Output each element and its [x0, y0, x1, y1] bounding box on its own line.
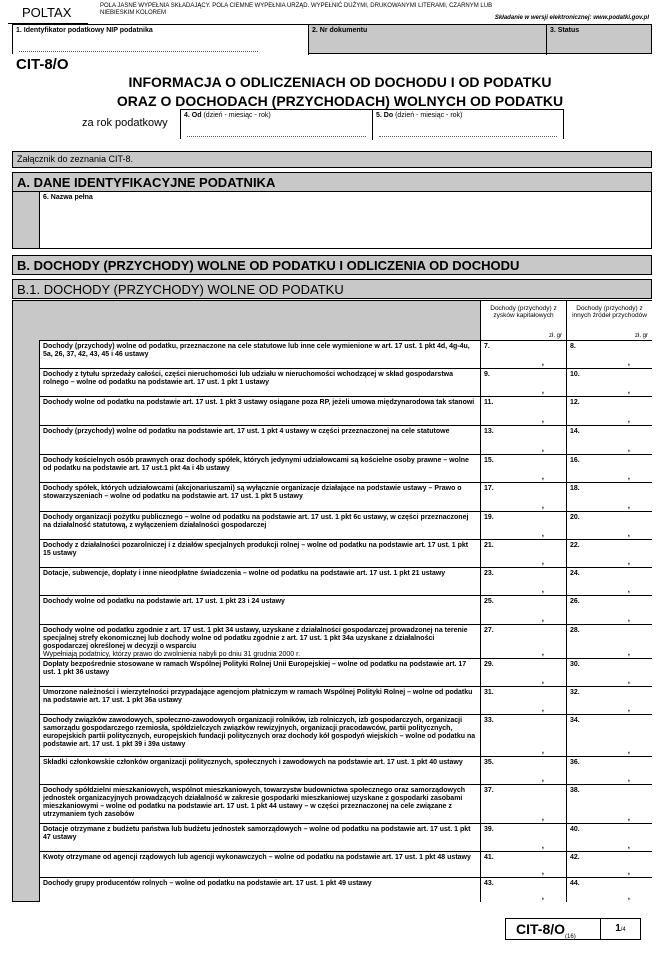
form-title — [60, 73, 620, 111]
capital-income-field[interactable] — [480, 658, 566, 686]
capital-income-field[interactable] — [480, 368, 566, 396]
row-description — [39, 425, 480, 454]
row-description — [39, 511, 480, 539]
income-table — [12, 300, 652, 902]
other-income-field[interactable] — [566, 482, 652, 511]
other-income-field[interactable] — [566, 595, 652, 624]
field-number: 41. — [484, 854, 494, 861]
other-income-field[interactable] — [566, 823, 652, 851]
field-number: 26. — [570, 598, 580, 605]
decimal-comma: , — [541, 415, 544, 424]
table-row — [39, 368, 652, 396]
field-number: 40. — [570, 826, 580, 833]
e-filing-note: Składanie w wersji elektronicznej: www.podatki.gov.pl — [494, 15, 649, 21]
table-row — [39, 340, 652, 368]
row-description-text: Dochody wolne od podatku zgodnie z art. 17 ust. 1 pkt 34 ustawy, uzyskane z działalności gospodarczej prowadzonej na terenie specjalnej strefy ekonomicznej lub dochody wolne od podatku zgodnie z art. 17 ust. 1 pkt 34a uzyskane z działalności gospodarczej określonej w decyzji o wsparciu — [43, 627, 468, 650]
decimal-comma: , — [541, 501, 544, 510]
capital-income-field[interactable] — [480, 340, 566, 368]
capital-income-field[interactable] — [480, 624, 566, 658]
row-description — [39, 340, 480, 368]
field-number: 29. — [484, 661, 494, 668]
field-number: 42. — [570, 854, 580, 861]
capital-income-field[interactable] — [480, 686, 566, 714]
period-to-hint: (dzień - miesiąc - rok) — [395, 112, 463, 119]
table-row — [39, 396, 652, 425]
capital-income-field[interactable] — [480, 511, 566, 539]
other-income-field[interactable] — [566, 686, 652, 714]
table-row — [39, 624, 652, 658]
row-description — [39, 877, 480, 902]
table-row — [39, 756, 652, 784]
row-note: Wypełniają podatnicy, którzy prawo do zwolnienia nabyli po dniu 31 grudnia 2000 r. — [43, 651, 301, 658]
period-from-label: 4. Od — [184, 112, 202, 119]
footer-version: (16) — [565, 933, 576, 940]
row-description — [39, 539, 480, 567]
decimal-comma: , — [541, 841, 544, 850]
table-row — [39, 658, 652, 686]
field-number: 7. — [484, 343, 490, 350]
decimal-comma: , — [541, 444, 544, 453]
fill-instructions: POLA JASNE WYPEŁNIA SKŁADAJĄCY. POLA CIEMNE WYPEŁNIA URZĄD. WYPEŁNIĆ DUŻYMI, DRUKOWANYMI LITERAMI, CZARNYM LUB NIEBIESKIM KOLOREM — [100, 3, 493, 16]
col-header-other — [566, 301, 652, 341]
field-number: 33. — [484, 717, 494, 724]
decimal-comma: , — [541, 472, 544, 481]
row-description-text: Dochody wolne od podatku na podstawie art. 17 ust. 1 pkt 3 ustawy osiągane poza RP, jeżeli umowa międzynarodowa tak stanowi — [43, 399, 475, 406]
status-field — [547, 25, 651, 55]
row-description-text: Umorzone należności i wierzytelności przypadające agencjom płatniczym w ramach Wspólnej Polityki Rolnej – wolne od podatku na podstawie art. 17 ust. 1 pkt 36a ustawy — [43, 689, 473, 704]
decimal-comma: , — [541, 648, 544, 657]
decimal-comma: , — [627, 614, 630, 623]
field-number: 13. — [484, 428, 494, 435]
row-description — [39, 851, 480, 877]
footer-form-code — [505, 918, 601, 940]
decimal-comma: , — [627, 841, 630, 850]
decimal-comma: , — [627, 529, 630, 538]
field-number: 19. — [484, 514, 494, 521]
row-description — [39, 567, 480, 595]
row-description — [39, 686, 480, 714]
capital-income-field[interactable] — [480, 425, 566, 454]
period-from-hint: (dzień - miesiąc - rok) — [203, 112, 271, 119]
top-fields-bar — [12, 24, 652, 54]
other-income-field[interactable] — [566, 567, 652, 595]
other-income-field[interactable] — [566, 396, 652, 425]
field-number: 38. — [570, 787, 580, 794]
page-number — [601, 918, 641, 940]
section-a-title: A. DANE IDENTYFIKACYJNE PODATNIKA — [12, 172, 652, 192]
field-number: 31. — [484, 689, 494, 696]
capital-income-field[interactable] — [480, 539, 566, 567]
field-number: 39. — [484, 826, 494, 833]
field-number: 37. — [484, 787, 494, 794]
field-number: 32. — [570, 689, 580, 696]
period-to-field[interactable] — [373, 110, 563, 140]
table-row — [39, 686, 652, 714]
field-number: 34. — [570, 717, 580, 724]
table-row — [39, 539, 652, 567]
table-row — [39, 595, 652, 624]
decimal-comma: , — [541, 813, 544, 822]
row-description-text: Składki członkowskie członków organizacji politycznych, społecznych i zawodowych na podstawie art. 17 ust. 1 pkt 40 ustawy — [43, 759, 463, 766]
col-header-capital-label: Dochody (przychody) z zysków kapitałowych — [490, 305, 557, 319]
capital-income-field[interactable] — [480, 851, 566, 877]
field-number: 24. — [570, 570, 580, 577]
row-description-text: Dochody (przychody) wolne od podatku na podstawie art. 17 ust. 1 pkt 4 ustawy w części przeznaczonej na cele statutowe — [43, 428, 450, 435]
capital-income-field[interactable] — [480, 784, 566, 823]
row-description — [39, 454, 480, 482]
row-description — [39, 482, 480, 511]
decimal-comma: , — [627, 557, 630, 566]
field-number: 8. — [570, 343, 576, 350]
decimal-comma: , — [627, 585, 630, 594]
field-number: 25. — [484, 598, 494, 605]
field-number: 35. — [484, 759, 494, 766]
field-number: 16. — [570, 457, 580, 464]
table-row — [39, 877, 652, 902]
row-description-text: Dochody z tytułu sprzedaży całości, części nieruchomości lub udziału w nieruchomości wchodzącej w skład gospodarstwa rolnego – wolne od podatku na podstawie art. 17 ust. 1 pkt 1 ustawy — [43, 371, 453, 386]
row-description-text: Dochody grupy producentów rolnych – wolne od podatku na podstawie art. 17 ust. 1 pkt 49 ustawy — [43, 880, 372, 887]
decimal-comma: , — [541, 704, 544, 713]
field-number: 21. — [484, 542, 494, 549]
row-description-text: Dochody spółdzielni mieszkaniowych, wspólnot mieszkaniowych, towarzystw budownictwa społecznego oraz samorządowych jednostek organizacyjnych prowadzących działalność w zakresie gospodarki mieszkaniowej uzyskane z gospodarki zasobami mieszkaniowymi – wolne od podatku na podstawie art. 17 ust. 1 pkt 44 ustawy – w części przeznaczonej na cele związane z utrzymaniem tych zasobów — [43, 787, 466, 818]
decimal-comma: , — [541, 358, 544, 367]
decimal-comma: , — [541, 746, 544, 755]
row-description — [39, 396, 480, 425]
field-number: 27. — [484, 627, 494, 634]
field-number: 11. — [484, 399, 494, 406]
page-current: 1 — [615, 923, 621, 934]
status-label: 3. Status — [550, 27, 580, 34]
decimal-comma: , — [541, 614, 544, 623]
period-from-field[interactable] — [181, 110, 373, 140]
row-description — [39, 714, 480, 756]
other-income-field[interactable] — [566, 368, 652, 396]
tax-period — [180, 109, 564, 139]
row-description-text: Dotacje otrzymane z budżetu państwa lub budżetu jednostek samorządowych – wolne od podatku na podstawie art. 17 ust. 1 pkt 47 ustawy — [43, 826, 471, 841]
decimal-comma: , — [627, 676, 630, 685]
row-description — [39, 595, 480, 624]
other-income-field[interactable] — [566, 877, 652, 902]
other-income-field[interactable] — [566, 624, 652, 658]
other-income-field[interactable] — [566, 340, 652, 368]
row-description-text: Dochody spółek, których udziałowcami (akcjonariuszami) są wyłącznie organizacje działające na podstawie ustawy – Prawo o stowarzyszeniach – wolne od podatku na podstawie art. 17 ust. 1 pkt 5 ustawy — [43, 485, 462, 500]
annex-note: Załącznik do zeznania CIT-8. — [12, 151, 652, 168]
row-description-text: Dochody związków zawodowych, społeczno-zawodowych organizacji rolników, izb rolniczych, izb gospodarczych, organizacji samorządu gospodarczego rzemiosła, spółdzielczych związków rewizyjnych, organizacji pracodawców, partii politycznych, europejskich partii politycznych, europejskich fundacji politycznych oraz dochody kół gospodyń wiejskich – wolne od podatku na podstawie art. 17 ust. 1 pkt 39 i 39a ustawy — [43, 717, 476, 748]
col-header-capital — [480, 301, 566, 341]
table-row — [39, 454, 652, 482]
row-description — [39, 658, 480, 686]
capital-income-field[interactable] — [480, 823, 566, 851]
field-number: 15. — [484, 457, 494, 464]
decimal-comma: , — [541, 529, 544, 538]
form-title-line-1: INFORMACJA O ODLICZENIACH OD DOCHODU I OD PODATKU — [128, 74, 552, 90]
field-number: 44. — [570, 880, 580, 887]
decimal-comma: , — [627, 746, 630, 755]
other-income-field[interactable] — [566, 658, 652, 686]
currency-label: zł. gr — [634, 333, 648, 339]
field-number: 43. — [484, 880, 494, 887]
capital-income-field[interactable] — [480, 482, 566, 511]
row-description — [39, 784, 480, 823]
field-number: 20. — [570, 514, 580, 521]
decimal-comma: , — [627, 867, 630, 876]
field-number: 12. — [570, 399, 580, 406]
section-b-title: B. DOCHODY (PRZYCHODY) WOLNE OD PODATKU I ODLICZENIA OD DOCHODU — [12, 255, 652, 275]
period-to-label: 5. Do — [376, 112, 394, 119]
table-row — [39, 511, 652, 539]
decimal-comma: , — [627, 813, 630, 822]
col-header-other-label: Dochody (przychody) z innych źródeł przychodów — [572, 305, 647, 319]
table-column-headers — [480, 301, 652, 341]
decimal-comma: , — [627, 704, 630, 713]
row-description — [39, 368, 480, 396]
row-description-text: Dochody wolne od podatku na podstawie art. 17 ust. 1 pkt 23 i 24 ustawy — [43, 598, 285, 605]
row-description-text: Dochody (przychody) wolne od podatku, przeznaczone na cele statutowe lub inne cele wymienione w art. 17 ust. 1 pkt 4d, 4g-4u, 5a, 26, 37, 42, 43, 45 i 46 ustawy — [43, 343, 470, 358]
decimal-comma: , — [541, 557, 544, 566]
row-description-text: Kwoty otrzymane od agencji rządowych lub agencji wykonawczych – wolne od podatku na podstawie art. 17 ust. 1 pkt 48 ustawy — [43, 854, 471, 861]
row-description — [39, 823, 480, 851]
field-number: 30. — [570, 661, 580, 668]
decimal-comma: , — [541, 676, 544, 685]
field-number: 28. — [570, 627, 580, 634]
field-number: 18. — [570, 485, 580, 492]
doc-number-field — [309, 25, 547, 55]
decimal-comma: , — [541, 774, 544, 783]
table-row — [39, 567, 652, 595]
table-row — [39, 851, 652, 877]
row-description-text: Dochody kościelnych osób prawnych oraz dochody spółek, których jedynymi udziałowcami są kościelne osoby prawne – wolne od podatku na podstawie art. 17 ust.1 pkt 4a i 4b ustawy — [43, 457, 469, 472]
row-description — [39, 756, 480, 784]
table-row — [39, 482, 652, 511]
other-income-field[interactable] — [566, 851, 652, 877]
poltax-brand: POLTAX — [8, 2, 88, 24]
other-income-field[interactable] — [566, 511, 652, 539]
row-description-text: Dochody z działalności pozarolniczej i z działów specjalnych produkcji rolnej – wolne od podatku na podstawie art. 17 ust. 1 pkt 15 ustawy — [43, 542, 469, 557]
other-income-field[interactable] — [566, 425, 652, 454]
table-row — [39, 714, 652, 756]
decimal-comma: , — [627, 648, 630, 657]
decimal-comma: , — [627, 444, 630, 453]
capital-income-field[interactable] — [480, 396, 566, 425]
footer-code-text: CIT-8/O — [516, 921, 566, 937]
table-row — [39, 425, 652, 454]
section-a-area — [12, 192, 652, 249]
row-description-text: Dochody organizacji pożytku publicznego – wolne od podatku na podstawie art. 17 ust. 1 pkt 6c ustawy, w części przeznaczonej na działalność statutową, z wyłączeniem działalności gospodarczej — [43, 514, 469, 529]
row-description — [39, 624, 480, 658]
form-code: CIT-8/O — [16, 56, 69, 73]
field-number: 36. — [570, 759, 580, 766]
decimal-comma: , — [627, 386, 630, 395]
field-number: 14. — [570, 428, 580, 435]
other-income-field[interactable] — [566, 539, 652, 567]
capital-income-field[interactable] — [480, 756, 566, 784]
capital-income-field[interactable] — [480, 454, 566, 482]
field-number: 22. — [570, 542, 580, 549]
other-income-field[interactable] — [566, 784, 652, 823]
field-number: 23. — [484, 570, 494, 577]
tax-year-label: za rok podatkowy — [82, 117, 168, 129]
doc-number-label: 2. Nr dokumentu — [312, 27, 368, 34]
full-name-field[interactable] — [39, 192, 651, 248]
decimal-comma: , — [541, 892, 544, 901]
decimal-comma: , — [541, 386, 544, 395]
full-name-label: 6. Nazwa pełna — [43, 194, 93, 201]
page-total: /4 — [620, 927, 626, 933]
capital-income-field[interactable] — [480, 877, 566, 902]
form-title-line-2: ORAZ O DOCHODACH (PRZYCHODACH) WOLNYCH OD PODATKU — [116, 93, 564, 109]
decimal-comma: , — [627, 358, 630, 367]
nip-label: 1. Identyfikator podatkowy NIP podatnika — [16, 27, 153, 34]
field-number: 9. — [484, 371, 490, 378]
decimal-comma: , — [627, 892, 630, 901]
table-row — [39, 823, 652, 851]
currency-label: zł. gr — [548, 333, 562, 339]
capital-income-field[interactable] — [480, 595, 566, 624]
decimal-comma: , — [541, 585, 544, 594]
capital-income-field[interactable] — [480, 714, 566, 756]
row-description-text: Dopłaty bezpośrednie stosowane w ramach Wspólnej Polityki Rolnej Unii Europejskiej – wolne od podatku na podstawie art. 17 ust. 1 pkt 36 ustawy — [43, 661, 467, 676]
decimal-comma: , — [627, 501, 630, 510]
decimal-comma: , — [627, 415, 630, 424]
other-income-field[interactable] — [566, 454, 652, 482]
row-description-text: Dotacje, subwencje, dopłaty i inne nieodpłatne świadczenia – wolne od podatku na podstawie art. 17 ust. 1 pkt 21 ustawy — [43, 570, 446, 577]
nip-field[interactable] — [13, 25, 309, 55]
section-b1-title: B.1. DOCHODY (PRZYCHODY) WOLNE OD PODATKU — [12, 279, 652, 299]
decimal-comma: , — [541, 867, 544, 876]
decimal-comma: , — [627, 774, 630, 783]
other-income-field[interactable] — [566, 714, 652, 756]
table-row — [39, 784, 652, 823]
field-number: 10. — [570, 371, 580, 378]
decimal-comma: , — [627, 472, 630, 481]
other-income-field[interactable] — [566, 756, 652, 784]
field-number: 17. — [484, 485, 494, 492]
capital-income-field[interactable] — [480, 567, 566, 595]
